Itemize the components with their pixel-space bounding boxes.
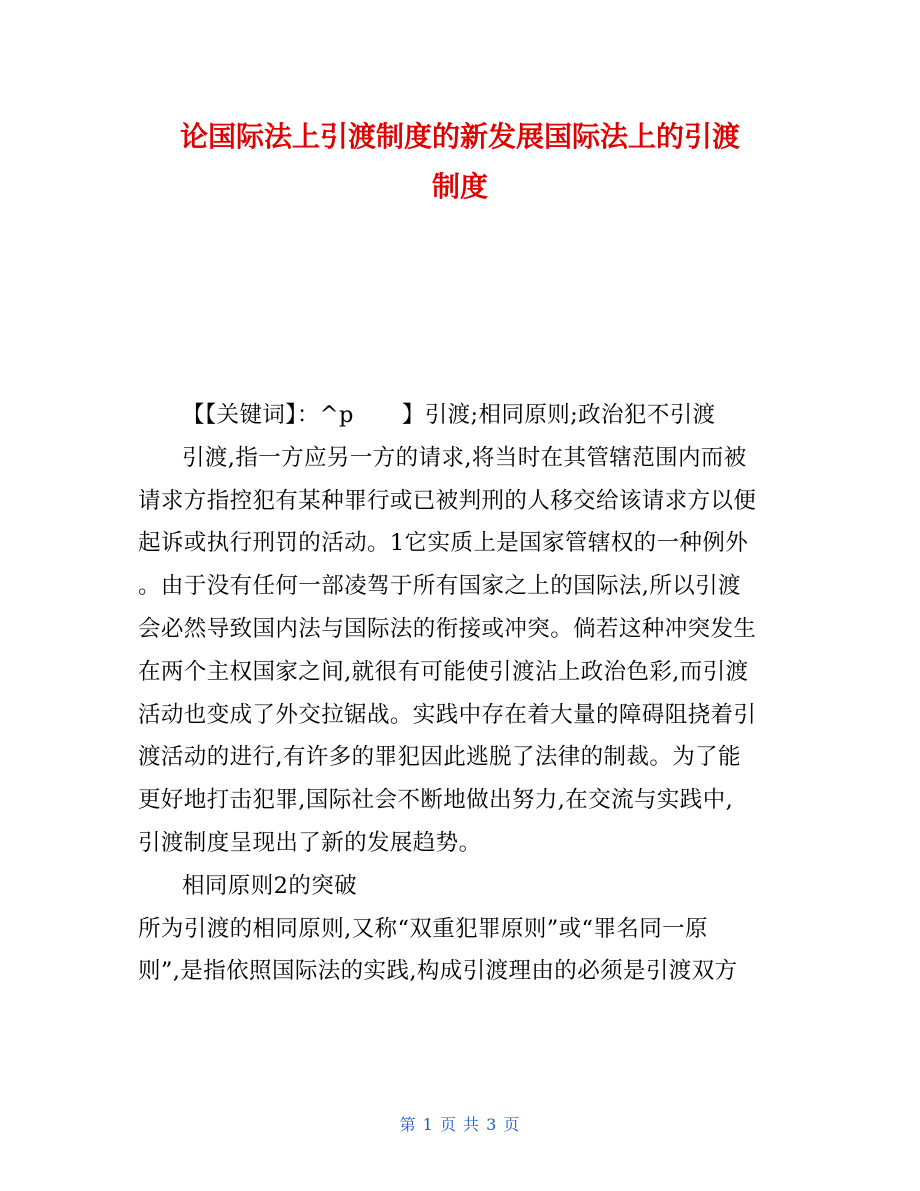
paragraph-line: 引渡,指一方应另一方的请求,将当时在其管辖范围内而被 (182, 444, 747, 471)
title-line-1: 论国际法上引渡制度的新发展国际法上的引渡 (179, 120, 740, 153)
document-title (120, 112, 800, 212)
paragraph-line: 渡活动的进行,有许多的罪犯因此逃脱了法律的制裁。为了能 (138, 744, 741, 771)
document-body (138, 394, 798, 993)
keywords-label: 【【关键词】：^p (182, 402, 354, 428)
paragraph-line: 会必然导致国内法与国际法的衔接或冲突。倘若这种冲突发生 (138, 615, 757, 642)
paragraph-line: 更好地打击犯罪,国际社会不断地做出努力,在交流与实践中, (138, 787, 734, 814)
keywords-line (138, 394, 798, 437)
page-number-footer: 第 1 页 共 3 页 (399, 1115, 521, 1134)
section-heading: 相同原则2的突破 (182, 872, 358, 899)
paragraph-line: 。由于没有任何一部凌驾于所有国家之上的国际法,所以引渡 (138, 573, 741, 600)
keywords-list: 】引渡;相同原则;政治犯不引渡 (401, 402, 716, 428)
title-line-2: 制度 (431, 170, 488, 203)
paragraph-line: 活动也变成了外交拉锯战。实践中存在着大量的障碍阻挠着引 (138, 701, 757, 728)
paragraph-line: 起诉或执行刑罚的活动。1它实质上是国家管辖权的一种例外 (138, 530, 749, 557)
paragraph-line: 则”,是指依照国际法的实践,构成引渡理由的必须是引渡双方 (138, 958, 738, 985)
paragraph-line: 所为引渡的相同原则,又称“双重犯罪原则”或“罪名同一原 (138, 915, 708, 942)
paragraph-line: 在两个主权国家之间,就很有可能使引渡沾上政治色彩,而引渡 (138, 658, 749, 685)
paragraph-line: 引渡制度呈现出了新的发展趋势。 (138, 829, 482, 856)
paragraph-line: 请求方指控犯有某种罪行或已被判刑的人移交给该请求方以便 (138, 487, 757, 514)
